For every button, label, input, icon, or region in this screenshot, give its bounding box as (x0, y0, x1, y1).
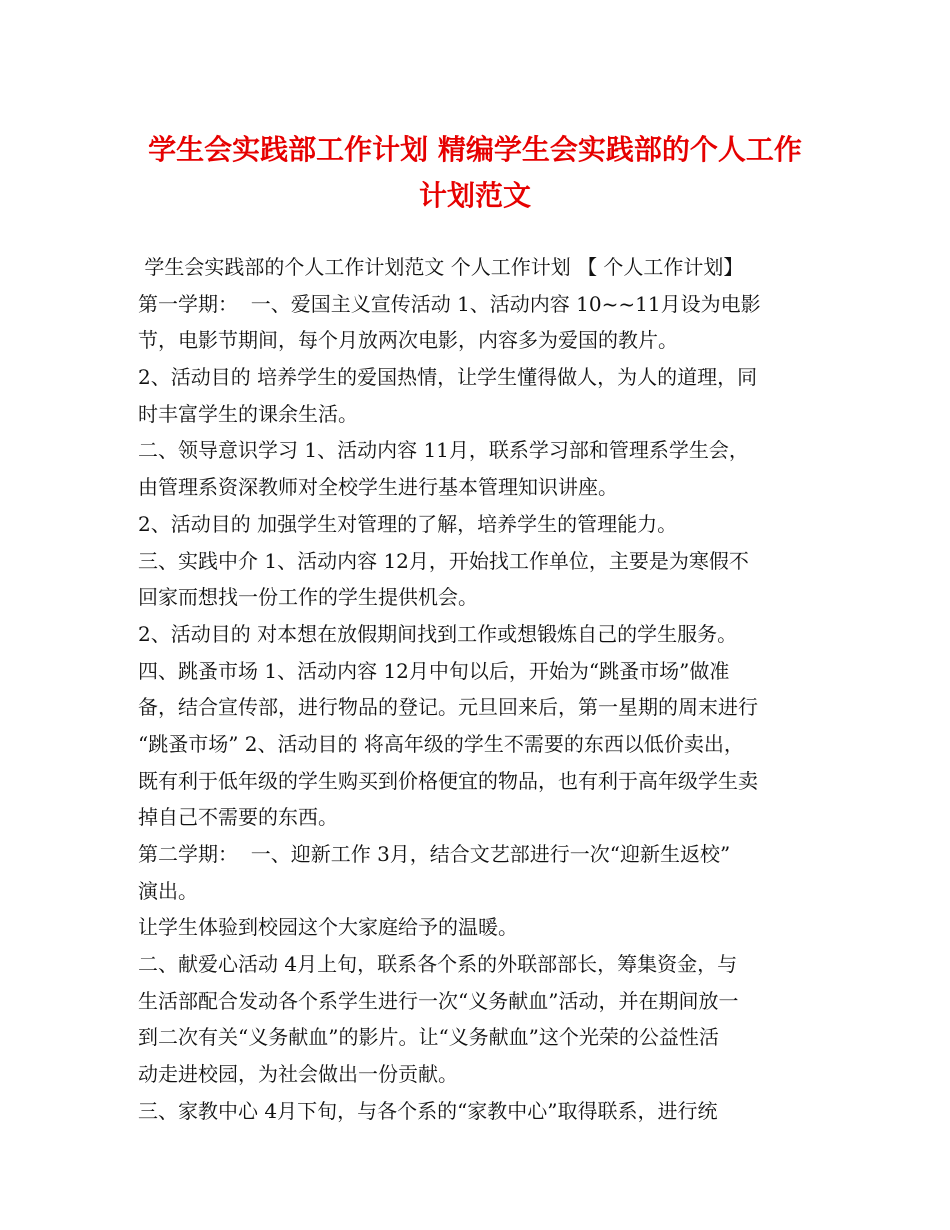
body-line: 备，结合宣传部，进行物品的登记。元旦回来后，第一星期的周末进行 (138, 695, 758, 720)
body-line: 二、领导意识学习 1、活动内容 11月，联系学习部和管理系学生会， (138, 438, 749, 463)
document-title-line-2: 计划范文 (418, 179, 531, 212)
body-line: “跳蚤市场” 2、活动目的 将高年级的学生不需要的东西以低价卖出， (138, 731, 744, 756)
body-line: 到二次有关“义务献血”的影片。让“义务献血”这个光荣的公益性活 (138, 1025, 719, 1050)
body-line: 生活部配合发动各个系学生进行一次“义务献血”活动，并在期间放一 (138, 988, 739, 1013)
body-line: 2、活动目的 加强学生对管理的了解，培养学生的管理能力。 (138, 511, 678, 536)
body-line: 三、实践中介 1、活动内容 12月，开始找工作单位，主要是为寒假不 (138, 548, 749, 573)
body-line: 四、跳蚤市场 1、活动内容 12月中旬以后，开始为“跳蚤市场”做准 (138, 658, 730, 683)
body-line: 演出。 (138, 878, 198, 903)
document-body (138, 249, 818, 1130)
body-line: 掉自己不需要的东西。 (138, 805, 338, 830)
body-line: 三、家教中心 4月下旬，与各个系的“家教中心”取得联系，进行统 (138, 1098, 718, 1123)
body-line: 2、活动目的 培养学生的爱国热情，让学生懂得做人，为人的道理，同 (138, 365, 758, 390)
body-line: 时丰富学生的课余生活。 (138, 401, 358, 426)
body-line: 二、献爱心活动 4月上旬，联系各个系的外联部部长，筹集资金，与 (138, 952, 738, 977)
body-line: 第一学期： 一、爱国主义宣传活动 1、活动内容 10~~11月设为电影 (138, 291, 761, 316)
body-line: 2、活动目的 对本想在放假期间找到工作或想锻炼自己的学生服务。 (138, 621, 738, 646)
body-line: 第二学期： 一、迎新工作 3月，结合文艺部进行一次“迎新生返校” (138, 842, 731, 866)
body-line: 动走进校园，为社会做出一份贡献。 (138, 1062, 458, 1087)
document-title-line-1: 学生会实践部工作计划 精编学生会实践部的个人工作 (148, 133, 802, 166)
body-line: 既有利于低年级的学生购买到价格便宜的物品，也有利于高年级学生卖 (138, 768, 758, 793)
body-line: 节，电影节期间，每个月放两次电影，内容多为爱国的教片。 (138, 328, 678, 353)
body-line: 回家而想找一份工作的学生提供机会。 (138, 585, 478, 610)
body-line: 由管理系资深教师对全校学生进行基本管理知识讲座。 (138, 475, 618, 500)
body-line: 让学生体验到校园这个大家庭给予的温暖。 (138, 915, 518, 940)
body-line: 学生会实践部的个人工作计划范文 个人工作计划 【 个人工作计划】 (138, 255, 744, 279)
